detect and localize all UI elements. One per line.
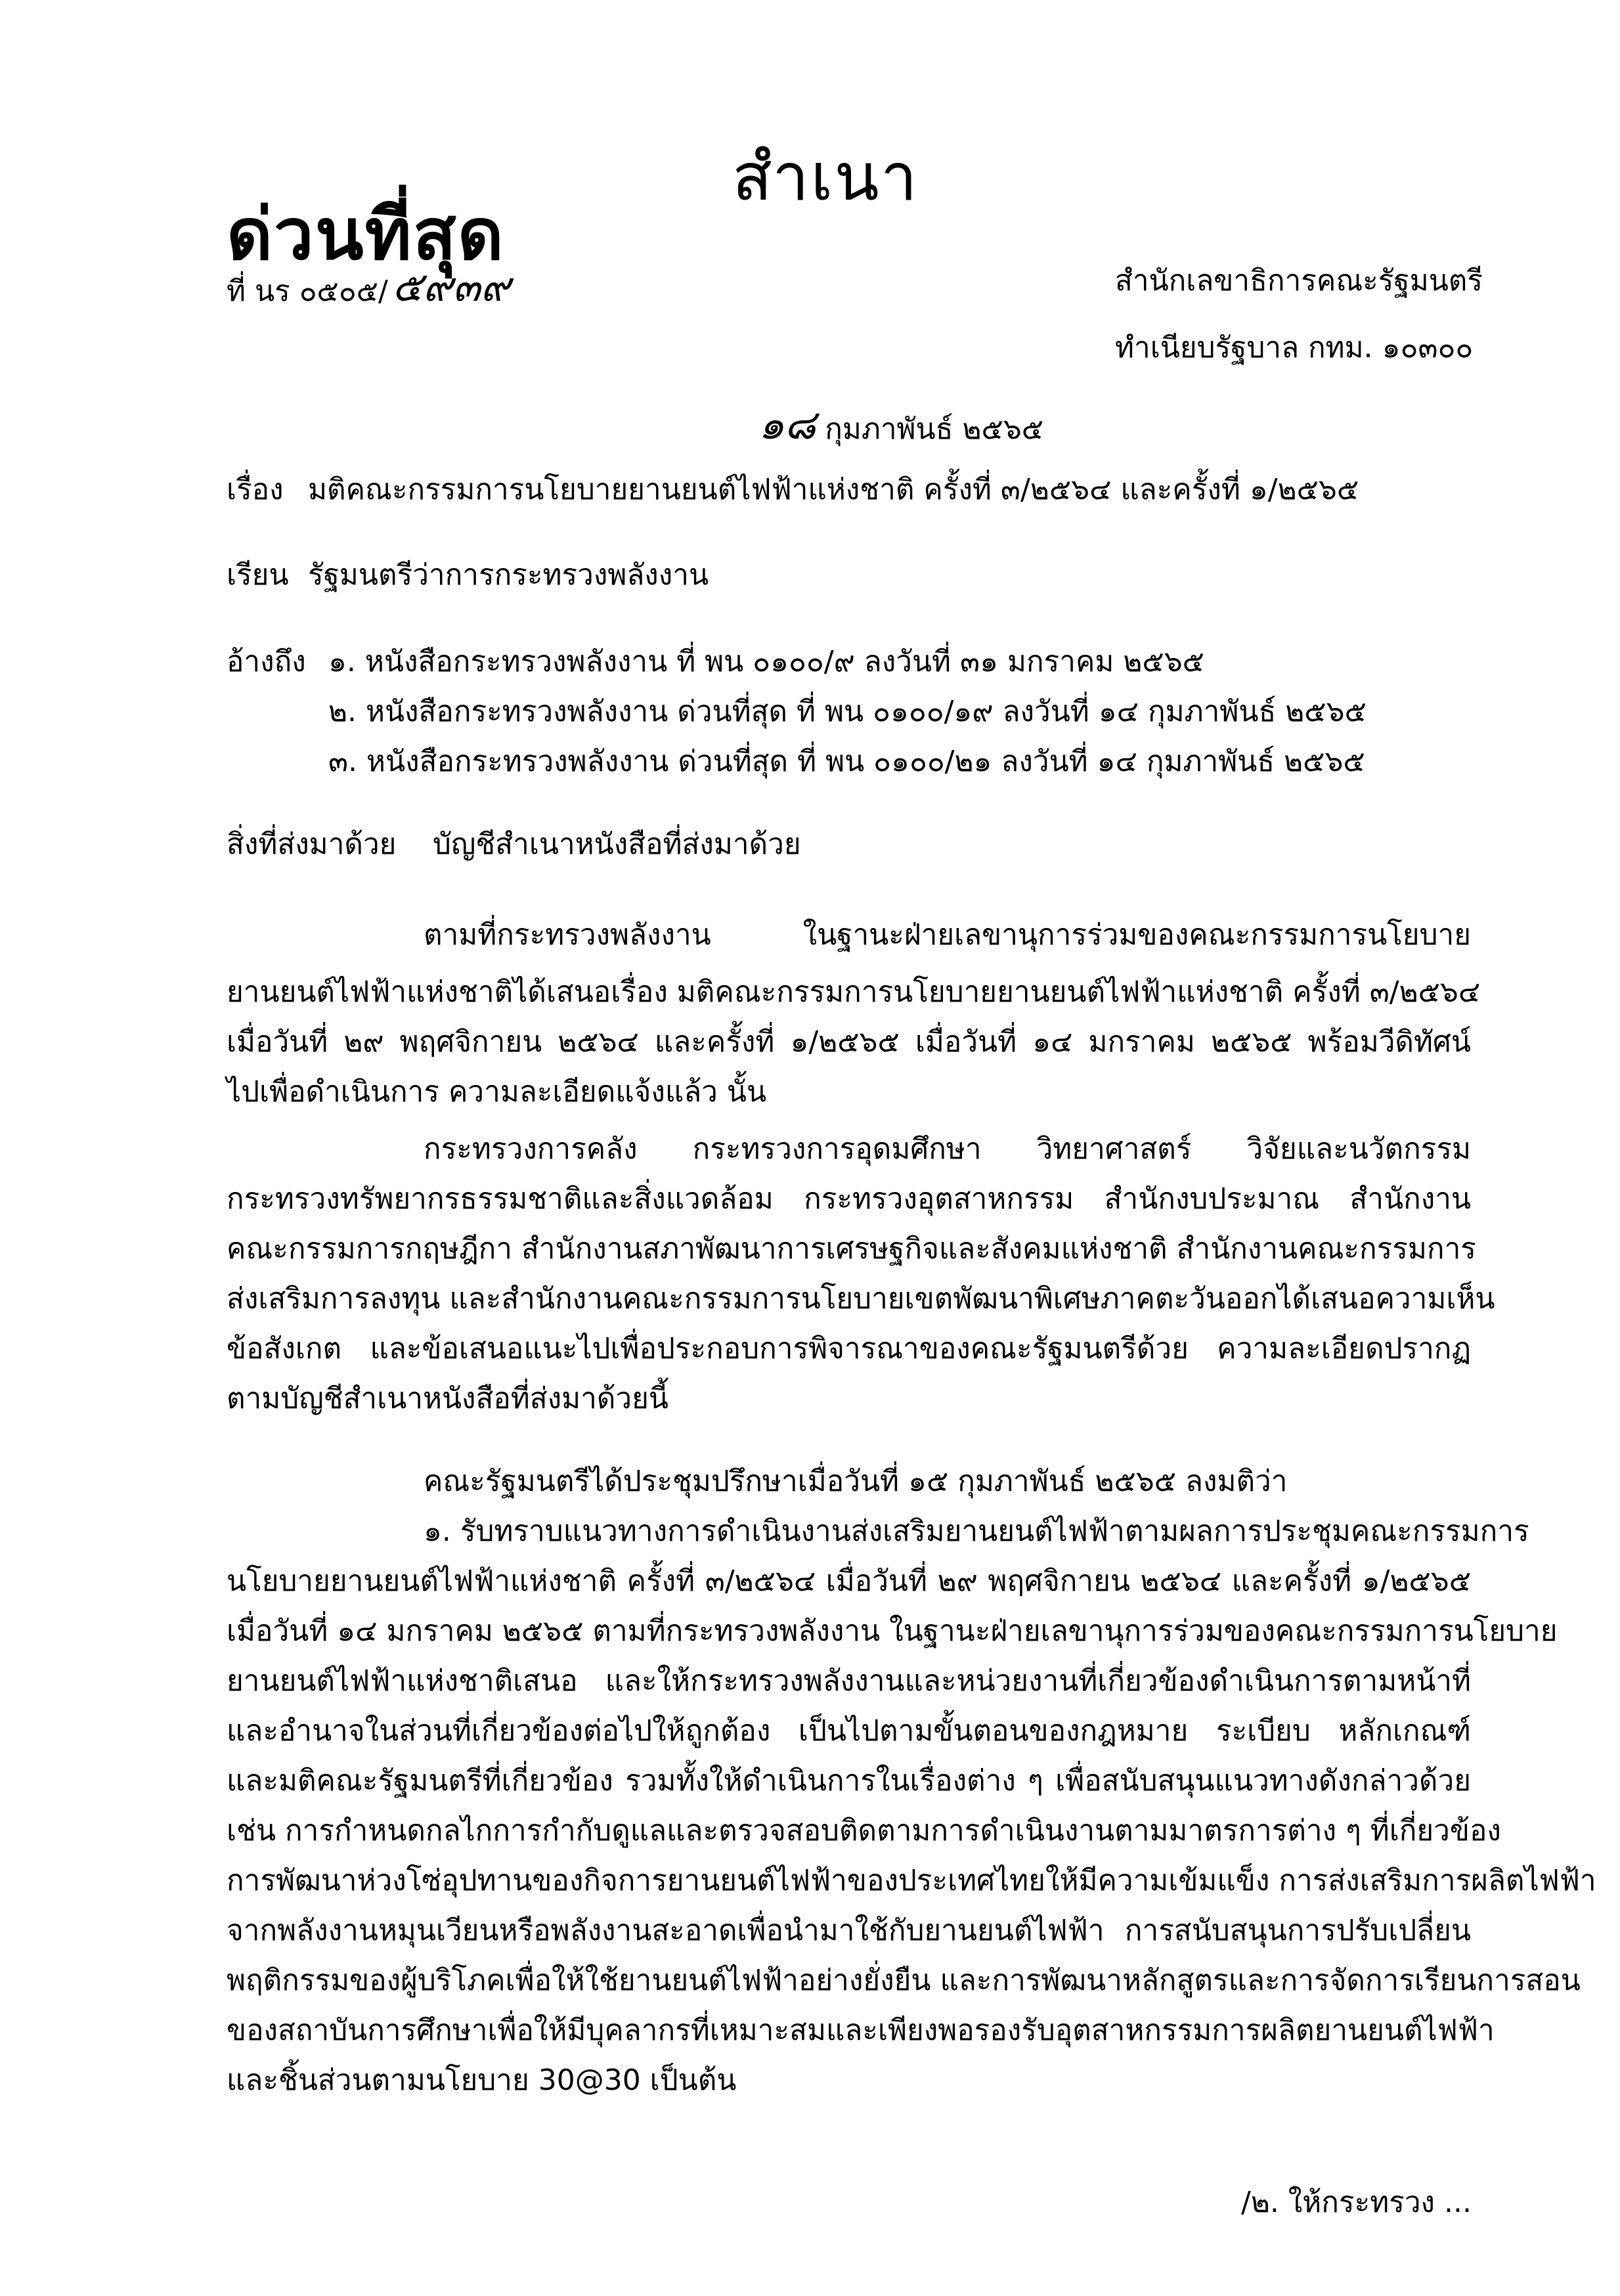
paragraph-line: และอำนาจในส่วนที่เกี่ยวข้องต่อไปให้ถูกต้อง เป็นไปตามขั้นตอนของกฎหมาย ระเบียบ หลักเกณฑ์ bbox=[227, 1714, 1471, 1748]
paragraph-3 bbox=[227, 1457, 1471, 1507]
page-continuation: /๒. ให้กระทรวง ... bbox=[1241, 2186, 1472, 2219]
paragraph-line: ไปเพื่อดำเนินการ ความละเอียดแจ้งแล้ว นั้น bbox=[227, 1075, 767, 1109]
paragraph-line: นโยบายยานยนต์ไฟฟ้าแห่งชาติ ครั้งที่ ๓/๒๕๖๔ เมื่อวันที่ ๒๙ พฤศจิกายน ๒๕๖๔ และครั้งที่ ๑/๒๕๖๕ bbox=[227, 1564, 1471, 1598]
reference-item: ๒. หนังสือกระทรวงพลังงาน ด่วนที่สุด ที่ พน ๐๑๐๐/๑๙ ลงวันที่ ๑๔ กุมภาพันธ์ ๒๕๖๕ bbox=[328, 695, 1367, 728]
paragraph-line: ข้อสังเกต และข้อเสนอแนะไปเพื่อประกอบการพิจารณาของคณะรัฐมนตรีด้วย ความละเอียดปรากฏ bbox=[227, 1332, 1471, 1365]
paragraph-line: ๑. รับทราบแนวทางการดำเนินงานส่งเสริมยานยนต์ไฟฟ้าตามผลการประชุมคณะกรรมการ bbox=[424, 1514, 1529, 1548]
paragraph-line: ยานยนต์ไฟฟ้าแห่งชาติได้เสนอเรื่อง มติคณะกรรมการนโยบายยานยนต์ไฟฟ้าแห่งชาติ ครั้งที่ ๓/๒๕๖๔ bbox=[227, 975, 1481, 1009]
paragraph-line: พฤติกรรมของผู้บริโภคเพื่อให้ใช้ยานยนต์ไฟฟ้าอย่างยั่งยืน และการพัฒนาหลักสูตรและการจัดการเรียนการสอน bbox=[227, 1964, 1581, 1997]
paragraph-line: จากพลังงานหมุนเวียนหรือพลังงานสะอาดเพื่อนำมาใช้กับยานยนต์ไฟฟ้า การสนับสนุนการปรับเปลี่ยน bbox=[227, 1914, 1471, 1947]
document-date bbox=[758, 393, 1043, 457]
enclosure-text: บัญชีสำเนาหนังสือที่ส่งมาด้วย bbox=[433, 828, 801, 861]
enclosure-line bbox=[227, 821, 801, 867]
subject-text: มติคณะกรรมการนโยบายยานยนต์ไฟฟ้าแห่งชาติ ครั้งที่ ๓/๒๕๖๔ และครั้งที่ ๑/๒๕๖๕ bbox=[308, 473, 1359, 506]
paragraph-line: กระทรวงการคลัง กระทรวงการอุดมศึกษา วิทยาศาสตร์ วิจัยและนวัตกรรม bbox=[424, 1132, 1471, 1166]
paragraph-line: คณะรัฐมนตรีได้ประชุมปรึกษาเมื่อวันที่ ๑๕ กุมภาพันธ์ ๒๕๖๕ ลงมติว่า bbox=[424, 1465, 1288, 1498]
subject-line bbox=[227, 466, 1359, 512]
paragraph-line: คณะกรรมการกฤษฎีกา สำนักงานสภาพัฒนาการเศรษฐกิจและสังคมแห่งชาติ สำนักงานคณะกรรมการ bbox=[227, 1232, 1476, 1266]
paragraph-line: เมื่อวันที่ ๒๙ พฤศจิกายน ๒๕๖๔ และครั้งที่ ๑/๒๕๖๕ เมื่อวันที่ ๑๔ มกราคม ๒๕๖๕ พร้อมวีดิทัศน์ bbox=[227, 1025, 1471, 1059]
reference-item: ๓. หนังสือกระทรวงพลังงาน ด่วนที่สุด ที่ พน ๐๑๐๐/๒๑ ลงวันที่ ๑๔ กุมภาพันธ์ ๒๕๖๕ bbox=[328, 745, 1365, 778]
references-label: อ้างถึง bbox=[227, 645, 306, 678]
paragraph-4 bbox=[227, 1507, 1596, 2106]
addressee-text: รัฐมนตรีว่าการกระทรวงพลังงาน bbox=[308, 558, 709, 592]
reference-item: ๑. หนังสือกระทรวงพลังงาน ที่ พน ๐๑๐๐/๙ ลงวันที่ ๓๑ มกราคม ๒๕๖๕ bbox=[328, 645, 1204, 678]
paragraph-line: ตามบัญชีสำเนาหนังสือที่ส่งมาด้วยนี้ bbox=[227, 1382, 668, 1415]
paragraph-line: ตามที่กระทรวงพลังงาน ในฐานะฝ่ายเลขานุการร่วมของคณะกรรมการนโยบาย bbox=[424, 918, 1471, 952]
urgency-label: ด่วนที่สุด bbox=[227, 194, 505, 276]
paragraph-line: และชิ้นส่วนตามนโยบาย 30@30 เป็นต้น bbox=[227, 2064, 737, 2097]
sender-org-line2: ทำเนียบรัฐบาล กทม. ๑๐๓๐๐ bbox=[1115, 331, 1474, 364]
reference-number-handwritten: ๕๙๓๙ bbox=[391, 263, 510, 311]
paragraph-2 bbox=[227, 1124, 1495, 1424]
paragraph-line: ของสถาบันการศึกษาเพื่อให้มีบุคลากรที่เหมาะสมและเพียงพอรองรับอุตสาหกรรมการผลิตยานยนต์ไฟฟ้า bbox=[227, 2014, 1495, 2047]
copy-stamp: สำเนา bbox=[732, 139, 919, 215]
date-day-handwritten: ๑๘ bbox=[758, 401, 816, 449]
addressee-label: เรียน bbox=[227, 558, 289, 592]
paragraph-1 bbox=[227, 902, 1481, 1117]
addressee-line bbox=[227, 552, 709, 598]
paragraph-line: ยานยนต์ไฟฟ้าแห่งชาติเสนอ และให้กระทรวงพลังงานและหน่วยงานที่เกี่ยวข้องดำเนินการตามหน้าที่ bbox=[227, 1664, 1471, 1698]
paragraph-line: เช่น การกำหนดกลไกการกำกับดูแลและตรวจสอบติดตามการดำเนินงานตามมาตรการต่าง ๆ ที่เกี่ยวข้อง bbox=[227, 1814, 1501, 1847]
paragraph-line: เมื่อวันที่ ๑๔ มกราคม ๒๕๖๕ ตามที่กระทรวงพลังงาน ในฐานะฝ่ายเลขานุการร่วมของคณะกรรมการนโยบาย bbox=[227, 1614, 1558, 1648]
paragraph-line: การพัฒนาห่วงโซ่อุปทานของกิจการยานยนต์ไฟฟ้าของประเทศไทยให้มีความเข้มแข็ง การส่งเสริมการผลิตไฟฟ้า bbox=[227, 1864, 1596, 1897]
paragraph-line: ส่งเสริมการลงทุน และสำนักงานคณะกรรมการนโยบายเขตพัฒนาพิเศษภาคตะวันออกได้เสนอความเห็น bbox=[227, 1282, 1495, 1315]
paragraph-line: กระทรวงทรัพยากรธรรมชาติและสิ่งแวดล้อม กระทรวงอุตสาหกรรม สำนักงบประมาณ สำนักงาน bbox=[227, 1182, 1471, 1216]
paragraph-line: และมติคณะรัฐมนตรีที่เกี่ยวข้อง รวมทั้งให้ดำเนินการในเรื่องต่าง ๆ เพื่อสนับสนุนแนวทางดังกล่าวด้วย bbox=[227, 1764, 1471, 1798]
reference-prefix: ที่ นร ๐๕๐๕/ bbox=[227, 275, 388, 308]
reference-number bbox=[227, 255, 510, 319]
sender-org-line1: สำนักเลขาธิการคณะรัฐมนตรี bbox=[1115, 264, 1483, 298]
subject-label: เรื่อง bbox=[227, 473, 284, 506]
enclosure-label: สิ่งที่ส่งมาด้วย bbox=[227, 828, 397, 861]
date-month-year: กุมภาพันธ์ ๒๕๖๕ bbox=[825, 412, 1044, 446]
